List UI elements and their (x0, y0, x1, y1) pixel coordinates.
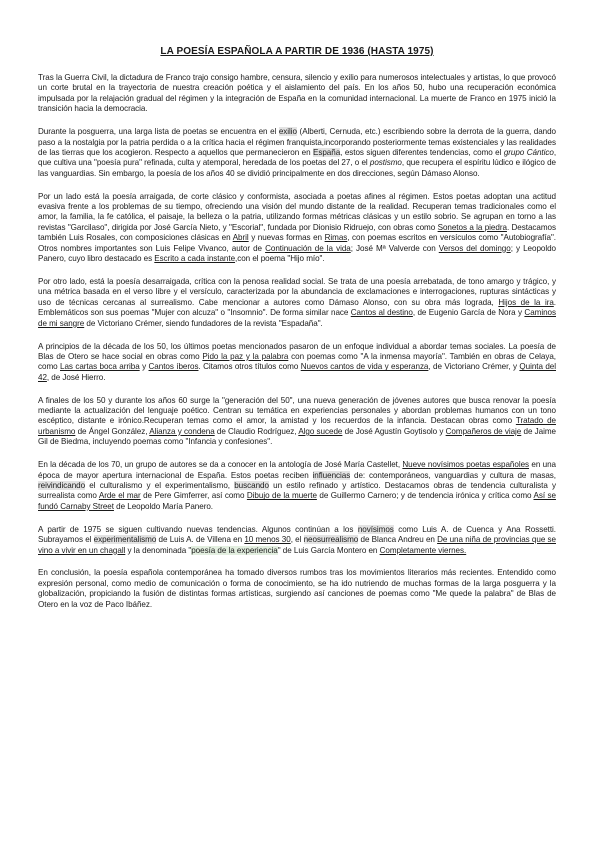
book-title: Rimas (324, 233, 348, 243)
text-run: como Luis A. de Cuenca y Ana Rossetti. Subrayamos el (38, 524, 556, 545)
book-title: Pido la paz y la palabra (202, 351, 289, 361)
text-run: En conclusión, la poesía española contemporánea ha tomado diversos rumbos tras los movimientos literarios más recientes. Entendido como expresión personal, como medio de comunicación o forma de conocimiento, se ha ido nutriendo de muchas formas de la larga posguerra y la globalización, propiciando la fusión de distintas formas artísticas, surgiendo así canciones de poemas como "Me quede la palabra" de Blas de Otero en la voz de Paco Ibáñez. (38, 568, 556, 609)
book-title: Alianza y condena (149, 426, 215, 436)
text-run: A finales de los 50 y durante los años 60 surge la "generación del 50", una nueva generación de jóvenes autores que busca renovar la poesía mediante la actualización del lenguaje poético. Centran su temática en experiencias personales y abordan problemas humanos con un tono escéptico, distante e irónico.Recuperan temas como el amor, la amistad y los recuerdos de la infancia. Destacan obras como (38, 395, 556, 426)
text-run: , el (290, 535, 304, 545)
book-title: Nuevos cantos de vida y esperanza (300, 362, 429, 372)
text-run: . Destacamos también Luis Rosales, con composiciones clásicas en (38, 222, 556, 243)
text-run: en una época de mayor apertura internacional de España. Estos poetas reciben (38, 460, 556, 480)
paragraph-generacion-50 (38, 396, 556, 448)
book-title: Caminos de mi sangre (38, 308, 556, 328)
text-run: de Luis A. de Villena en (156, 535, 245, 545)
book-title: Algo sucede (298, 426, 343, 436)
text-run: Durante la posguerra, una larga lista de poetas se encuentra en el (38, 127, 279, 137)
text-run: ; José Mª Valverde con (350, 243, 439, 253)
book-title: Cantos al destino (350, 308, 413, 318)
book-title: Versos del domingo (438, 243, 511, 253)
book-title: Escrito a cada instante (154, 254, 236, 264)
text-run: . Emblemáticos son sus poemas "Mujer con alcuza" o "Insomnio". De forma similar nace (38, 297, 556, 318)
book-title: Arde el mar (98, 491, 141, 501)
text-run: , de Victoriano Crémer, y (428, 362, 520, 372)
highlighted-term: novísimos (357, 524, 394, 534)
book-title: Cantos íberos (148, 362, 199, 372)
book-title: 10 menos 30 (244, 535, 291, 545)
paragraph-poesia-desarraigada (38, 277, 556, 329)
text-run: de Guillermo Carnero; y de tendencia irónica y crítica como (316, 491, 534, 501)
text-run: Por otro lado, está la poesía desarraigada, crítica con la penosa realidad social. Se trata de una poesía arrebatada, de tono amargo y trágico, y una métrica basada en el verso libre y el versículo, caracterizada por la abundancia de exclamaciones e interrogaciones, rupturas sintácticas y uso de técnicas cercanas al surrealismo. Cabe mencionar a autores como Dámaso Alonso, con su obra más lograda, (38, 277, 556, 307)
text-run: ; y Leopoldo Panero, cuyo libro destacado es (38, 243, 556, 264)
highlighted-term: experimentalismo (93, 535, 157, 545)
text-run: , que recupera el espíritu lúdico e ilógico de las vanguardias. Sin embargo, la poesía de los años 40 se dividió principalmente en dos direcciones, según Dámaso Alonso. (38, 158, 557, 178)
italic-term: postismo (369, 158, 402, 168)
italic-term: grupo Cántico (503, 147, 554, 157)
text-run: de Claudio Rodríguez, (214, 426, 299, 436)
text-run: de Jaime Gil de Biedma, incluyendo poemas como "Infancia y confesiones". (38, 426, 557, 447)
book-title: Tratado de urbanismo (38, 416, 556, 436)
highlighted-term: neosurrealismo (303, 535, 359, 545)
text-run: Tras la Guerra Civil, la dictadura de Franco trajo consigo hambre, censura, silencio y exilio para numerosos intelectuales y artistas, lo que provocó un corte brutal en la trayectoria de nuestra creación poética y el aislamiento del país. En los años 50, hubo una recuperación económica impulsada por la relajación gradual del régimen y la integración de España en la comunidad internacional. La muerte de Franco en 1975 inició la transición hacia la democracia. (38, 73, 556, 114)
text-run: el culturalismo y el experimentalismo, (85, 481, 235, 490)
document-title: LA POESÍA ESPAÑOLA A PARTIR DE 1936 (HASTA 1975) (160, 46, 434, 57)
paragraph-conclusion (38, 568, 556, 610)
paragraph-poesia-arraigada (38, 192, 556, 265)
text-run: con poemas como "A la inmensa mayoría". También en obras de Celaya, como (38, 351, 556, 372)
text-run: de José Agustín Goytisolo y (342, 426, 446, 436)
paragraph-desde-1975 (38, 525, 556, 556)
text-run: de Ángel González, (75, 426, 150, 436)
text-run: , de José Hierro. (46, 372, 106, 382)
book-title: Las cartas boca arriba (60, 362, 140, 372)
text-run: , de Eugenio García de Nora y (412, 308, 525, 318)
text-run: ,con el poema "Hijo mío". (235, 254, 325, 264)
text-run: un estilo refinado y artístico. Destacamos obras de tendencia culturalista y surrealista como (38, 481, 557, 501)
book-title: Hijos de la ira (498, 297, 554, 307)
book-title: Compañeros de viaje (445, 426, 522, 436)
text-run: , que cultiva una "poesía pura" refinada, culta y atemporal, heredada de los poetas del 27, o el (38, 147, 557, 168)
text-run: A partir de 1975 se siguen cultivando nuevas tendencias. Algunos continúan a los (38, 524, 358, 534)
text-run: de: contemporáneos, vanguardias y cultura de masas, (350, 470, 556, 480)
highlighted-term: poesía de la experiencia (191, 545, 278, 555)
book-title: Sonetos a la piedra (437, 222, 507, 232)
highlighted-term: España (313, 147, 341, 157)
text-run: " de Luis García Montero en (277, 545, 380, 555)
highlighted-term: reivindicando (38, 481, 86, 490)
text-run: y (139, 362, 149, 372)
text-run: A principios de la década de los 50, los últimos poetas mencionados pasaron de un enfoque individual a abordar temas sociales. La poesía de Blas de Otero se hace social en obras como (38, 341, 556, 361)
text-run: (Alberti, Cernuda, etc.) escribiendo sobre la derrota de la guerra, dando paso a la nostalgia por la patria perdida o a la crítica hacia el régimen franquista,incorporando posteriormente temas existenciales y las realidades de las tierras que los acogieron. Respecto a aquellos que permanecieron en (38, 127, 556, 157)
book-title: Dibujo de la muerte (246, 491, 317, 501)
book-title: Abril (232, 233, 249, 243)
text-run: , estos siguen diferentes tendencias, como el (340, 147, 504, 157)
paragraph-intro (38, 73, 556, 115)
book-title: Continuación de la vida (265, 243, 351, 253)
text-run: . Citamos otros títulos como (198, 362, 301, 372)
book-title: De una niña de provincias que se vino a vivir en un chagall (38, 535, 556, 555)
highlighted-term: exilio (278, 127, 297, 137)
highlighted-term: influencias (312, 470, 351, 480)
highlighted-term: buscando (234, 481, 269, 490)
book-title: Quinta del 42 (38, 362, 556, 382)
book-title: Nueve novísimos poetas españoles (402, 460, 530, 470)
text-run: Por un lado está la poesía arraigada, de corte clásico y conformista, asociada a poetas afines al régimen. Estos poetas adoptan una actitud evasiva frente a los problemas de su tiempo, ofreciendo una visión del mundo distante de la realidad. Recuperan temas tradicionales como el amor, la familia, la fe católica, el paisaje, la belleza o la patria, utilizando formas métricas clásicas y un estilo sobrio. Se agrupan en torno a las revistas "Garcilaso", dirigida por José García Nieto, y "Escorial", fundada por Dionisio Ridruejo, con obras como (38, 191, 556, 232)
document-body (38, 73, 556, 610)
text-run: En la década de los 70, un grupo de autores se da a conocer en la antología de José María Castellet, (38, 460, 403, 470)
paragraph-novisimos (38, 460, 556, 512)
text-run: y nuevas formas en (248, 233, 325, 243)
paragraph-poesia-social (38, 342, 556, 384)
text-run: de Victoriano Crémer, siendo fundadores de la revista "Espadaña". (84, 318, 323, 328)
book-title: Completamente viernes. (379, 545, 467, 555)
book-title: Así se fundó Carnaby Street (38, 491, 556, 511)
text-run: de Leopoldo María Panero. (113, 501, 213, 511)
text-run: de Pere Gimferrer, así como (140, 491, 247, 501)
paragraph-posguerra (38, 127, 556, 179)
text-run: de Blanca Andreu en (358, 535, 438, 545)
text-run: , con poemas escritos en versículos como "Autobiografía". Otros nombres importantes son Luis Felipe Vivanco, autor de (38, 233, 556, 253)
text-run: y la denominada " (125, 545, 192, 555)
